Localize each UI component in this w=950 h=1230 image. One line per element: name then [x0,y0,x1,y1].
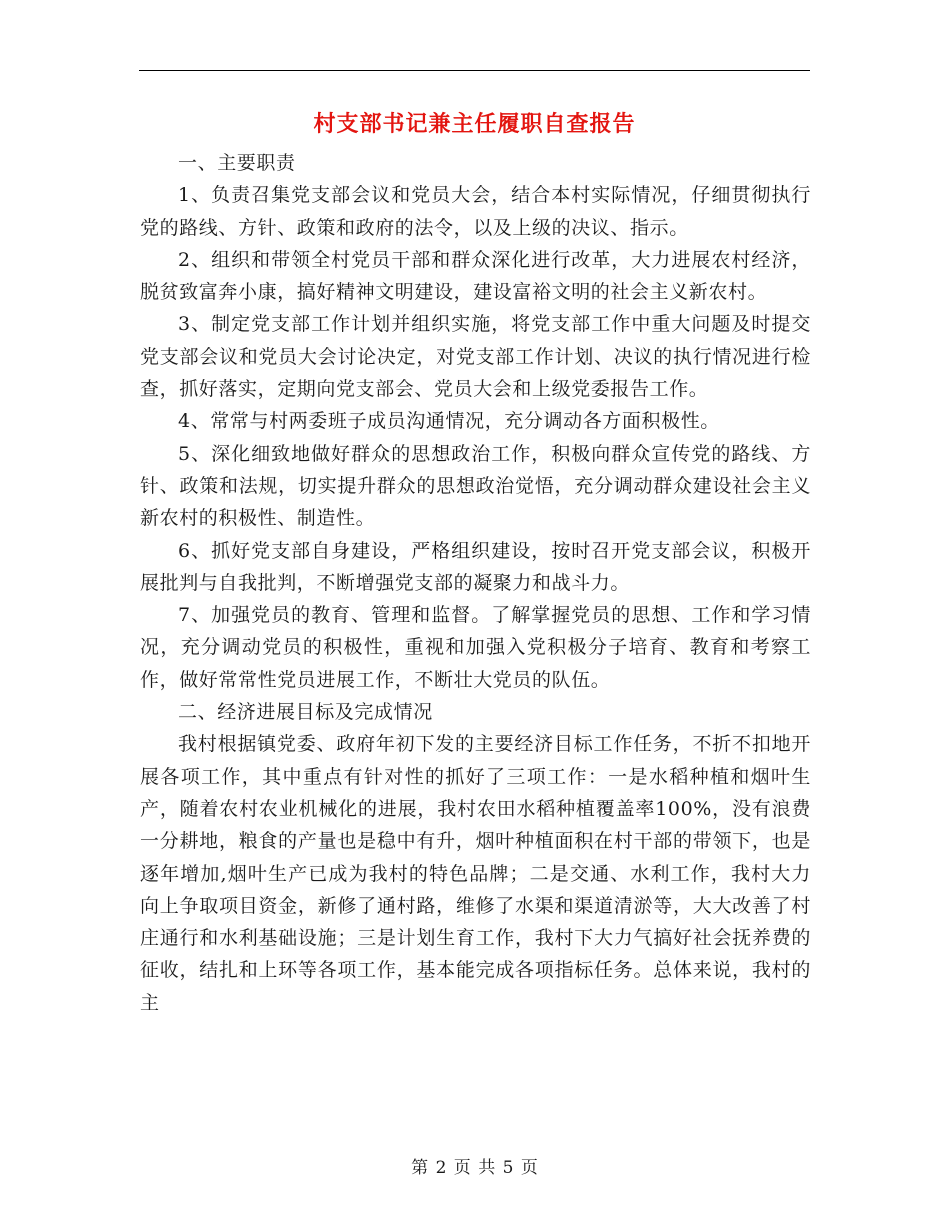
section-heading-duties: 一、主要职责 [178,152,296,174]
paragraph-economy: 我村根据镇党委、政府年初下发的主要经济目标工作任务，不折不扣地开展各项工作，其中重点有针对性的抓好了三项工作：一是水稻种植和烟叶生产，随着农村农业机械化的进展，我村农田水稻种植覆盖率100%，没有浪费一分耕地，粮食的产量也是稳中有升，烟叶种植面积在村干部的带领下，也是逐年增加,烟叶生产已成为我村的特色品牌；二是交通、水利工作，我村大力向上争取项目资金，新修了通村路，维修了水渠和渠道清淤等，大大改善了村庄通行和水利基础设施；三是计划生育工作，我村下大力气搞好社会抚养费的征收，结扎和上环等各项工作，基本能完成各项指标任务。总体来说，我村的主 [140,733,811,1014]
page-number-footer: 第 2 页 共 5 页 [411,1158,539,1178]
section-heading-economy: 二、经济进展目标及完成情况 [178,701,433,724]
document-body [140,147,811,1019]
paragraph-duty-3: 3、制定党支部工作计划并组织实施，将党支部工作中重大问题及时提交党支部会议和党员大会讨论决定，对党支部工作计划、决议的执行情况进行检查，抓好落实，定期向党支部会、党员大会和上级党委报告工作。 [140,313,811,401]
header-rule [139,70,810,71]
paragraph-duty-4: 4、常常与村两委班子成员沟通情况，充分调动各方面积极性。 [178,410,720,433]
paragraph-duty-1: 1、负责召集党支部会议和党员大会，结合本村实际情况，仔细贯彻执行党的路线、方针、政策和政府的法令，以及上级的决议、指示。 [140,184,811,239]
paragraph-duty-2: 2、组织和带领全村党员干部和群众深化进行改革，大力进展农村经济，脱贫致富奔小康，搞好精神文明建设，建设富裕文明的社会主义新农村。 [140,248,811,304]
paragraph-duty-6: 6、抓好党支部自身建设，严格组织建设，按时召开党支部会议，积极开展批判与自我批判，不断增强党支部的凝聚力和战斗力。 [140,539,811,594]
paragraph-duty-5: 5、深化细致地做好群众的思想政治工作，积极向群众宣传党的路线、方针、政策和法规，切实提升群众的思想政治觉悟，充分调动群众建设社会主义新农村的积极性、制造性。 [140,442,811,530]
document-title: 村支部书记兼主任履职自查报告 [313,112,636,137]
paragraph-duty-7: 7、加强党员的教育、管理和监督。了解掌握党员的思想、工作和学习情况，充分调动党员的积极性，重视和加强入党积极分子培育、教育和考察工作，做好常常性党员进展工作，不断壮大党员的队伍。 [140,604,811,691]
